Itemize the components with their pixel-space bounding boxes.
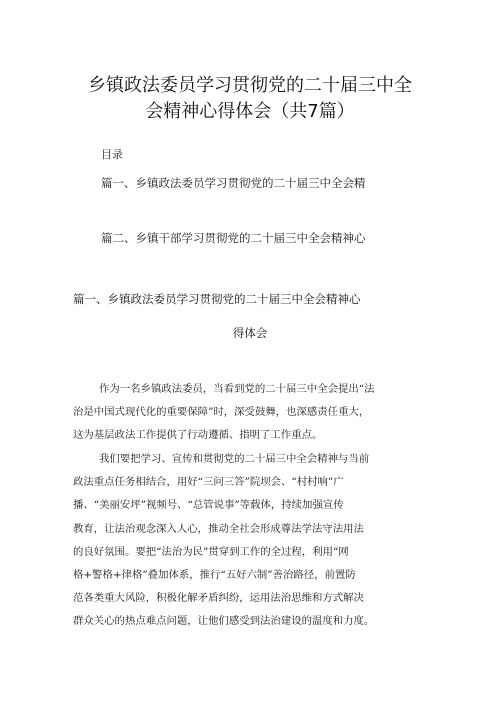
paragraph-line: 播、“美丽安坪”视频号、“总管说事”等载体，持续加强宣传 <box>73 499 344 512</box>
document-title-line-1: 乡镇政法委员学习贯彻党的二十届三中全 <box>88 75 412 96</box>
paragraph-line: 我们要把学习、宣传和贯彻党的二十届三中全会精神与当前 <box>99 453 370 465</box>
paragraph-line: 格+警格+律格”叠加体系，推行“五好六制”善治路径，前置防 <box>73 569 356 582</box>
body-paragraph-2 <box>73 448 435 634</box>
paragraph-line: 治是中国式现代化的重要保障”时，深受鼓舞，也深感责任重大， <box>73 406 370 419</box>
paragraph-line: 教育，让法治观念深入人心，推动全社会形成尊法学法守法用法 <box>73 522 364 535</box>
toc-heading: 目录 <box>101 148 123 161</box>
section-title-line-1: 篇一、乡镇政法委员学习贯彻党的二十届三中全会精神心 <box>73 292 361 306</box>
paragraph-line: 群众关心的热点难点问题，让他们感受到法治建设的温度和力度。 <box>73 615 375 628</box>
toc-item-2[interactable]: 篇二、乡镇干部学习贯彻党的二十届三中全会精神心 <box>101 231 366 245</box>
toc-item-1[interactable]: 篇一、乡镇政法委员学习贯彻党的二十届三中全会精 <box>101 176 366 190</box>
document-title <box>60 73 440 125</box>
body-paragraph-1 <box>73 378 435 448</box>
paragraph-line: 作为一名乡镇政法委员，当看到党的二十届三中全会提出“法 <box>99 383 375 395</box>
document-title-line-2: 会精神心得体会（共7篇） <box>145 101 355 122</box>
paragraph-line: 政法重点任务相结合，用好“三问三答”院坝会、“村村响”广 <box>73 476 344 489</box>
paragraph-line: 这为基层政法工作提供了行动遵循、指明了工作重点。 <box>73 429 323 442</box>
paragraph-line: 范各类重大风险，积极化解矛盾纠纷，运用法治思维和方式解决 <box>73 592 364 605</box>
paragraph-line: 的良好氛围。要把“法治为民”贯穿到工作的全过程，利用“网 <box>73 545 349 558</box>
section-title-line-2: 得体会 <box>232 326 268 340</box>
